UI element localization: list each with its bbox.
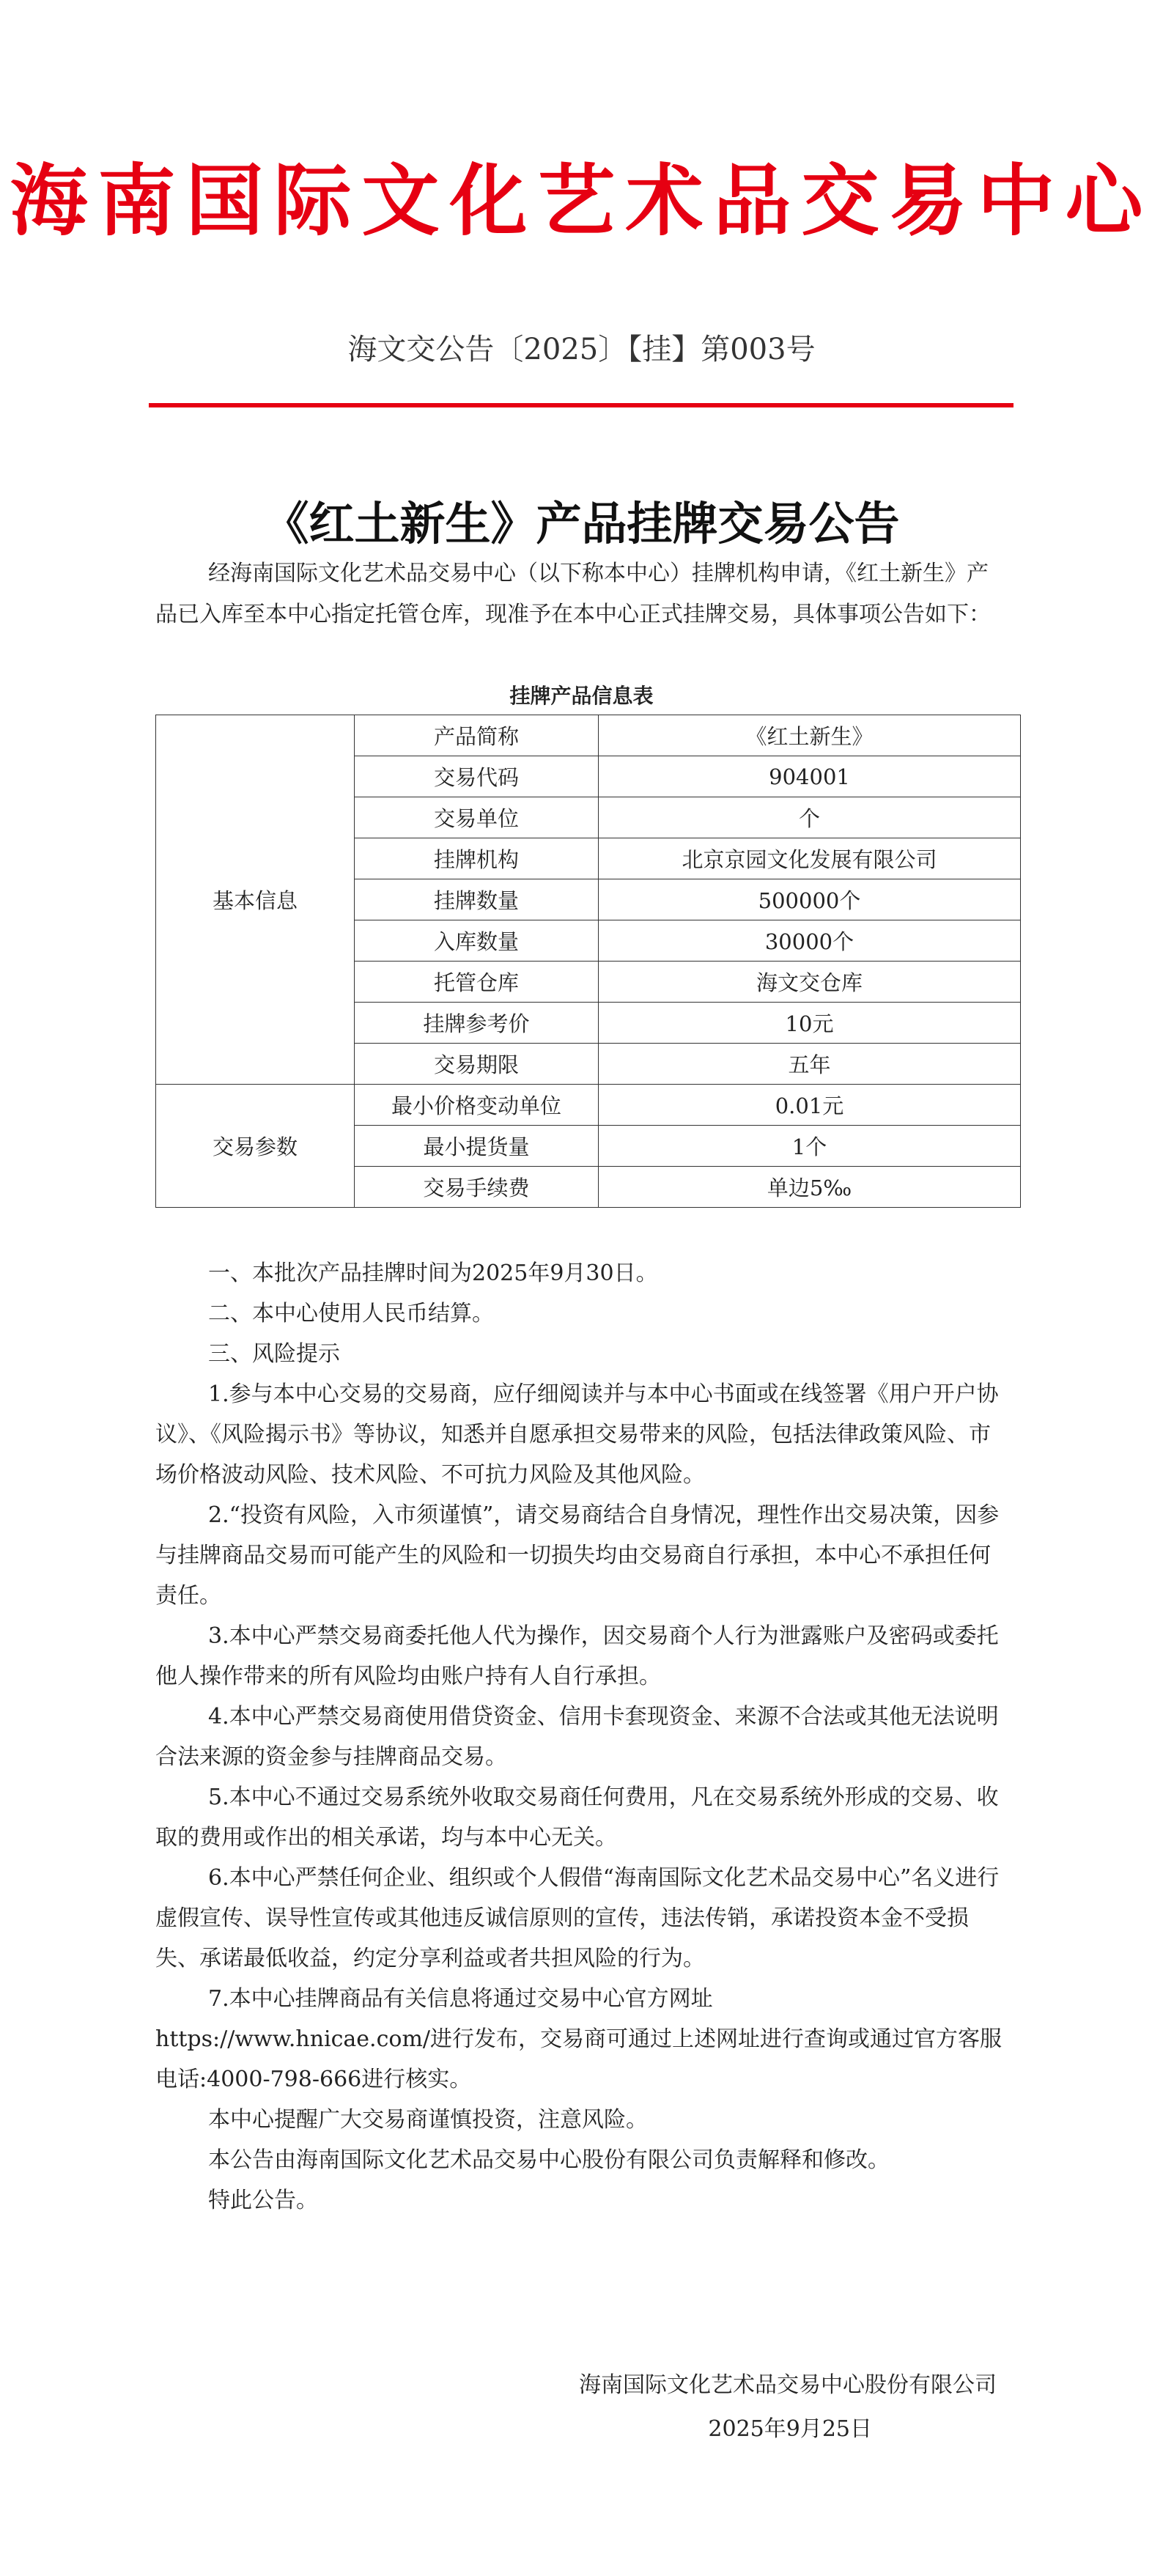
- row-value: 《红土新生》: [599, 715, 1021, 756]
- risk-item-3: 3.本中心严禁交易商委托他人代为操作，因交易商个人行为泄露账户及密码或委托他人操作带来的所有风险均由账户持有人自行承担。: [155, 1623, 999, 1689]
- item-listing-date: 一、本批次产品挂牌时间为2025年9月30日。: [208, 1261, 658, 1286]
- row-label: 托管仓库: [355, 962, 599, 1003]
- row-label: 交易代码: [355, 756, 599, 797]
- table-row: [156, 1085, 1021, 1126]
- row-label: 交易单位: [355, 797, 599, 838]
- row-label: 挂牌参考价: [355, 1003, 599, 1044]
- row-value: 500000个: [599, 879, 1021, 920]
- row-label: 入库数量: [355, 920, 599, 962]
- row-value: 单边5‰: [599, 1167, 1021, 1208]
- row-label: 挂牌数量: [355, 879, 599, 920]
- group-basic-info: 基本信息: [156, 715, 355, 1085]
- risk-item-7-head: 7.本中心挂牌商品有关信息将通过交易中心官方网址: [208, 1986, 713, 2012]
- intro-paragraph: 经海南国际文化艺术品交易中心（以下称本中心）挂牌机构申请，《红土新生》产品已入库至本中心指定托管仓库，现准予在本中心正式挂牌交易，具体事项公告如下：: [155, 561, 991, 627]
- row-label: 最小价格变动单位: [355, 1085, 599, 1126]
- row-value: 904001: [599, 756, 1021, 797]
- explanation-line: 本公告由海南国际文化艺术品交易中心股份有限公司负责解释和修改。: [208, 2147, 890, 2173]
- row-label: 交易手续费: [355, 1167, 599, 1208]
- red-divider: [149, 403, 1014, 407]
- row-label: 最小提货量: [355, 1126, 599, 1167]
- announcement-body: [155, 1253, 1009, 2221]
- risk-item-6: 6.本中心严禁任何企业、组织或个人假借“海南国际文化艺术品交易中心”名义进行虚假宣传、误导性宣传或其他违反诚信原则的宣传，违法传销，承诺投资本金不受损失、承诺最低收益，约定分享利益或者共担风险的行为。: [155, 1865, 1000, 1971]
- row-value: 五年: [599, 1044, 1021, 1085]
- risk-item-7-tail: https://www.hnicae.com/进行发布，交易商可通过上述网址进行查询或通过官方客服电话:4000-798-666进行核实。: [155, 2026, 1002, 2092]
- row-value: 北京京园文化发展有限公司: [599, 838, 1021, 879]
- table-caption: 挂牌产品信息表: [509, 684, 654, 708]
- row-value: 0.01元: [599, 1085, 1021, 1126]
- item-settlement: 二、本中心使用人民币结算。: [208, 1301, 494, 1326]
- announcement-title: 《红土新生》产品挂牌交易公告: [263, 497, 900, 550]
- row-label: 交易期限: [355, 1044, 599, 1085]
- group-trading-params: 交易参数: [156, 1085, 355, 1208]
- signature-date: 2025年9月25日: [708, 2416, 872, 2442]
- reminder-line: 本中心提醒广大交易商谨慎投资，注意风险。: [208, 2107, 648, 2133]
- row-value: 个: [599, 797, 1021, 838]
- row-value: 10元: [599, 1003, 1021, 1044]
- risk-item-1: 1.参与本中心交易的交易商，应仔细阅读并与本中心书面或在线签署《用户开户协议》、《风险揭示书》等协议，知悉并自愿承担交易带来的风险，包括法律政策风险、市场价格波动风险、技术风险、不可抗力风险及其他风险。: [155, 1381, 999, 1488]
- risk-item-5: 5.本中心不通过交易系统外收取交易商任何费用，凡在交易系统外形成的交易、收取的费用或作出的相关承诺，均与本中心无关。: [155, 1785, 999, 1850]
- row-value: 1个: [599, 1126, 1021, 1167]
- org-masthead: 海南国际文化艺术品交易中心: [10, 155, 1153, 246]
- item-risk-heading: 三、风险提示: [208, 1341, 340, 1367]
- risk-item-4: 4.本中心严禁交易商使用借贷资金、信用卡套现资金、来源不合法或其他无法说明合法来源的资金参与挂牌商品交易。: [155, 1704, 999, 1770]
- table-row: [156, 715, 1021, 756]
- row-label: 挂牌机构: [355, 838, 599, 879]
- document-number: 海文交公告〔2025〕【挂】第003号: [347, 333, 816, 366]
- signature-org: 海南国际文化艺术品交易中心股份有限公司: [579, 2372, 997, 2398]
- row-label: 产品简称: [355, 715, 599, 756]
- closing-line: 特此公告。: [208, 2188, 318, 2213]
- signature-block: [513, 2363, 997, 2451]
- row-value: 海文交仓库: [599, 962, 1021, 1003]
- product-info-table: [155, 715, 1021, 1208]
- row-value: 30000个: [599, 920, 1021, 962]
- risk-item-2: 2.“投资有风险，入市须谨慎”，请交易商结合自身情况，理性作出交易决策，因参与挂牌商品交易而可能产生的风险和一切损失均由交易商自行承担，本中心不承担任何责任。: [155, 1502, 1000, 1609]
